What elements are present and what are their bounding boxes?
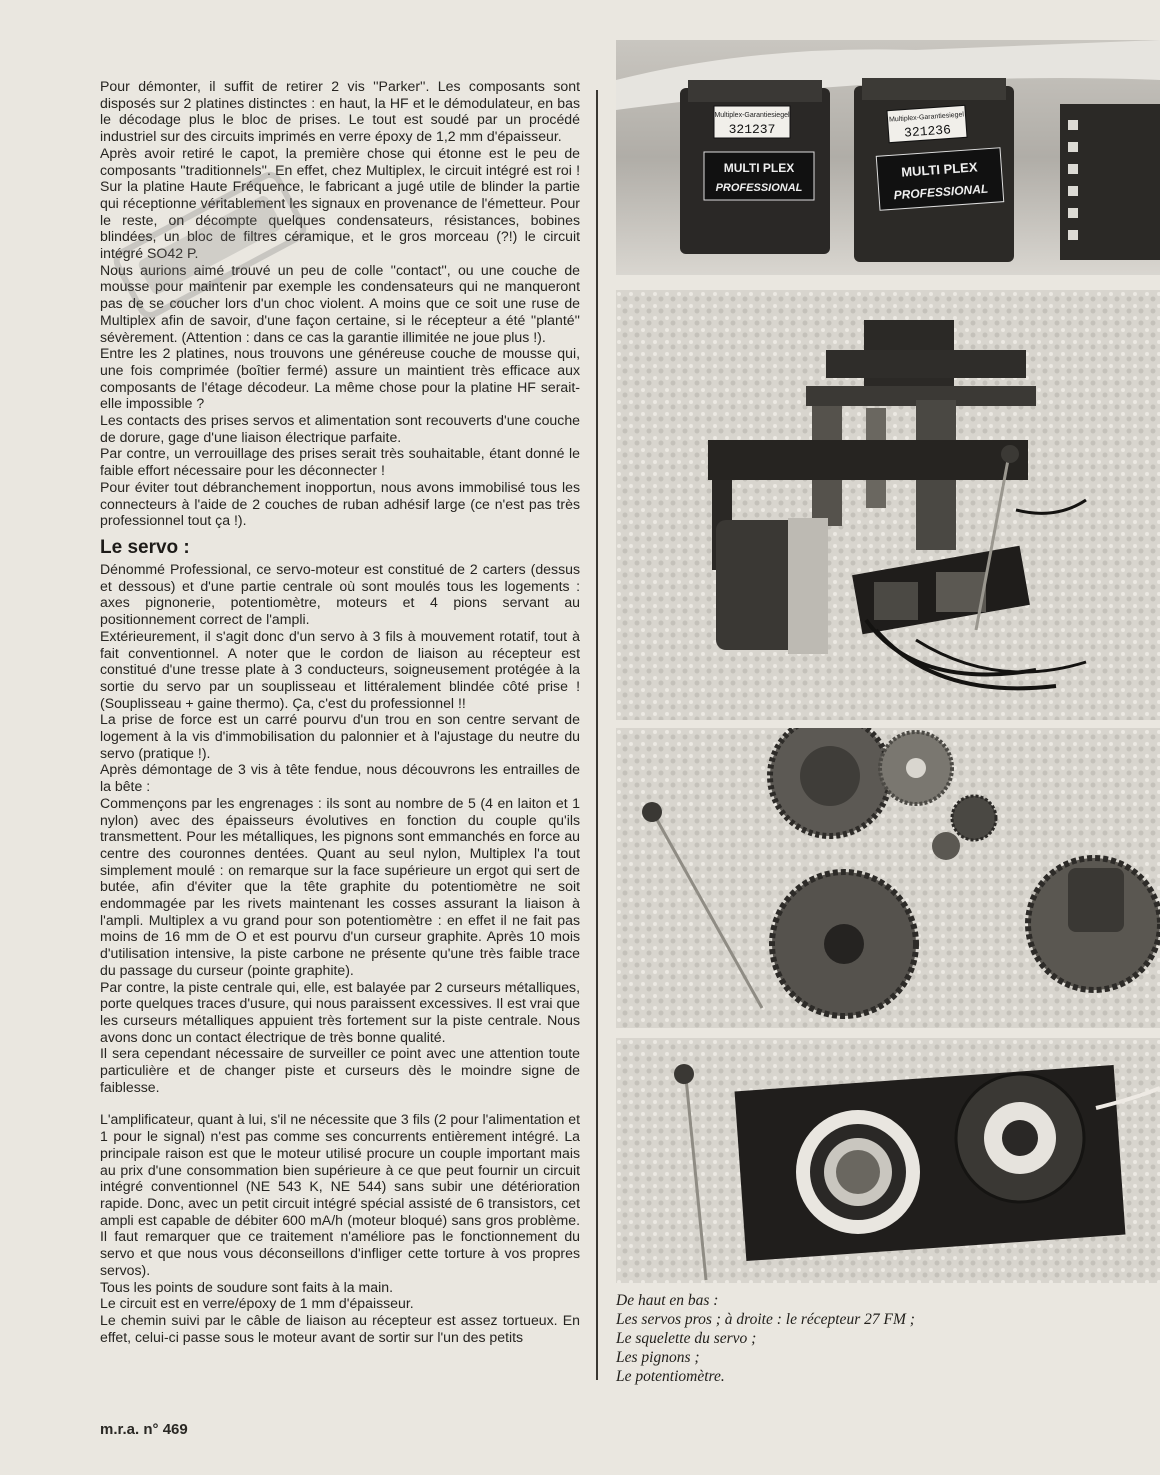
- servo-label-text: Multiplex-Garantiesiegel: [888, 111, 965, 124]
- paragraph: Le chemin suivi par le câble de liaison au récepteur est assez tortueux. En effet, celui-ci passe sous le moteur avant de sortir sur l'un des petits: [100, 1311, 580, 1345]
- paragraph: Par contre, un verrouillage des prises serait très souhaitable, étant donné le faible effort nécessaire pour les déconnecter !: [100, 445, 580, 479]
- paragraph: La prise de force est un carré pourvu d'un trou en son centre servant de logement à la vis d'immobilisation du palonnier et à l'ajustage du neutre du servo (pratique !).: [100, 711, 580, 761]
- caption-line: De haut en bas :: [616, 1292, 719, 1309]
- paragraph: Après avoir retiré le capot, la première chose qui étonne est le peu de composants ''traditionnels''. En effet, chez Multiplex, le circuit intégré est roi ! Sur la platine Haute Fréquence, le fabricant a jugé utile de blinder la partie qui réceptionne véritablement les signaux en provenance de l'émetteur. Pour le reste, on décompte quelques condensateurs, résistances, bobines blindées, un bloc de filtres céramique, et le gros morceau (?!) le circuit intégré SO42 P.: [100, 144, 580, 262]
- paragraph: Pour éviter tout débranchement inopportun, nous avons immobilisé tous les connecteurs à l'aide de 2 couches de ruban adhésif large (ce n'est pas très professionnel tout ça !).: [100, 478, 580, 529]
- caption-line: Le squelette du servo ;: [616, 1330, 757, 1347]
- photo-servo-skeleton: [616, 290, 1160, 720]
- page-footer-issue: m.r.a. n° 469: [100, 1421, 188, 1438]
- paragraph: Commençons par les engrenages : ils sont au nombre de 5 (4 en laiton et 1 nylon) avec des épaisseurs évolutives en fonction du couple qu'ils transmettent. Pour les métalliques, les pignons sont emmanchés en force au centre des couronnes dentées. Quant au seul nylon, Multiplex l'a tout simplement moulé : on remarque sur la face supérieure un ergot qui sert de butée, afin d'éviter que la tête graphite du potentiomètre ne soit endommagée par les rivets maintenant les cosses assurant la liaison à l'ampli. Multiplex a vu grand pour son potentiomètre : en effet il ne fait pas moins de 16 mm de O et est pourvu d'un curseur graphite. Après 10 mois d'utilisation intensive, la piste carbone ne présente qu'une très faible trace du passage du curseur (pointe graphite).: [100, 794, 580, 978]
- brand-logo-text: PROFESSIONAL: [715, 182, 803, 194]
- photo-caption: [616, 1291, 1016, 1386]
- paragraph: Par contre, la piste centrale qui, elle, est balayée par 2 curseurs métalliques, porte quelques traces d'usure, qui nous paraissent excessives. Il est vrai que les curseurs métalliques appuient très fortement sur la piste centrale. Nous avons donc un contact électrique de très bonne qualité.: [100, 978, 580, 1045]
- paragraph: Dénommé Professional, ce servo-moteur est constitué de 2 carters (dessus et dessous) et d'une partie centrale où sont moulés tous les logements : axes pignonerie, potentiomètre, moteurs et 4 pions servant au positionnement correct de l'ampli.: [100, 560, 580, 628]
- caption-line: Le potentiomètre.: [616, 1368, 725, 1385]
- paragraph: Le circuit est en verre/époxy de 1 mm d'épaisseur.: [100, 1295, 414, 1312]
- paragraph: Extérieurement, il s'agit donc d'un servo à 3 fils à mouvement rotatif, tout à fait conventionnel. A noter que le cordon de liaison au récepteur est constitué d'une tresse plate à 3 conducteurs, soigneusement protégée à la sortie du servo par un souplisseau et littéralement blindée côté prise ! (Souplisseau + gaine thermo). Ça, c'est du professionnel !!: [100, 627, 580, 711]
- photo-potentiometer: [616, 1038, 1160, 1283]
- photo-gears: [616, 728, 1160, 1028]
- paragraph: Les contacts des prises servos et alimentation sont recouverts d'une couche de dorure, gage d'une liaison électrique parfaite.: [100, 412, 580, 445]
- caption-line: Les servos pros ; à droite : le récepteur 27 FM ;: [616, 1311, 915, 1328]
- photo-servos-receiver: [616, 40, 1160, 275]
- paragraph: Entre les 2 platines, nous trouvons une généreuse couche de mousse qui, une fois comprimée (boîtier fermé) assure un maintient très efficace aux composants de l'étage décodeur. La même chose pour la platine HF serait-elle impossible ?: [100, 345, 580, 412]
- paragraph: Il sera cependant nécessaire de surveiller ce point avec une attention toute particulière et de changer piste et curseurs dès le moindre signe de faiblesse.: [100, 1045, 580, 1095]
- section-heading-servo: Le servo :: [100, 536, 190, 558]
- servo-serial-number: 321236: [903, 122, 952, 141]
- brand-logo-text: MULTI PLEX: [900, 159, 978, 180]
- column-divider: [596, 90, 598, 1380]
- paragraph: L'amplificateur, quant à lui, s'il ne nécessite que 3 fils (2 pour l'alimentation et 1 pour le signal) n'est pas comme ses concurrents entièrement intégré. La principale raison est que le moteur utilisé procure un couple important mais au prix d'une consommation bien supérieure à ce que peut fournir un circuit intégré conventionnel (NE 543 K, NE 544) sans subir une détérioration rapide. Donc, avec un petit circuit intégré spécial assisté de 6 transistors, cet ampli est capable de débiter 600 mA/h (moteur bloqué) sans gros problème. Il faut remarquer que ce traitement n'améliore pas le fonctionnement du servo et que nous vous déconseillons d'infliger cette torture à vos propres servos).: [100, 1111, 580, 1278]
- paragraph: Tous les points de soudure sont faits à la main.: [100, 1278, 394, 1295]
- brand-logo-text: PROFESSIONAL: [893, 181, 989, 203]
- paragraph: Nous aurions aimé trouvé un peu de colle ''contact'', ou une couche de mousse pour maintenir par exemple les condensateurs qui ne manqueront pas de se coucher lors d'un choc violent. A moins que ce soit une ruse de Multiplex afin de savoir, d'une façon certaine, si le récepteur a été ''planté'' sévèrement. (Attention : dans ce cas la garantie illimitée ne joue plus !).: [100, 261, 580, 345]
- brand-logo-text: MULTI PLEX: [723, 161, 795, 175]
- paragraph: Après démontage de 3 vis à tête fendue, nous découvrons les entrailles de la bête :: [100, 761, 580, 795]
- caption-line: Les pignons ;: [616, 1349, 700, 1366]
- servo-serial-number: 321237: [728, 122, 776, 137]
- paragraph: Pour démonter, il suffit de retirer 2 vis ''Parker''. Les composants sont disposés sur 2 platines distinctes : en haut, la HF et le démodulateur, en bas le décodage plus le bloc de prises. Le tout est soudé par un procédé industriel sur des circuits imprimés en verre époxy de 1,2 mm d'épaisseur.: [100, 78, 580, 145]
- servo-label-text: Multiplex-Garantiesiegel: [714, 112, 790, 119]
